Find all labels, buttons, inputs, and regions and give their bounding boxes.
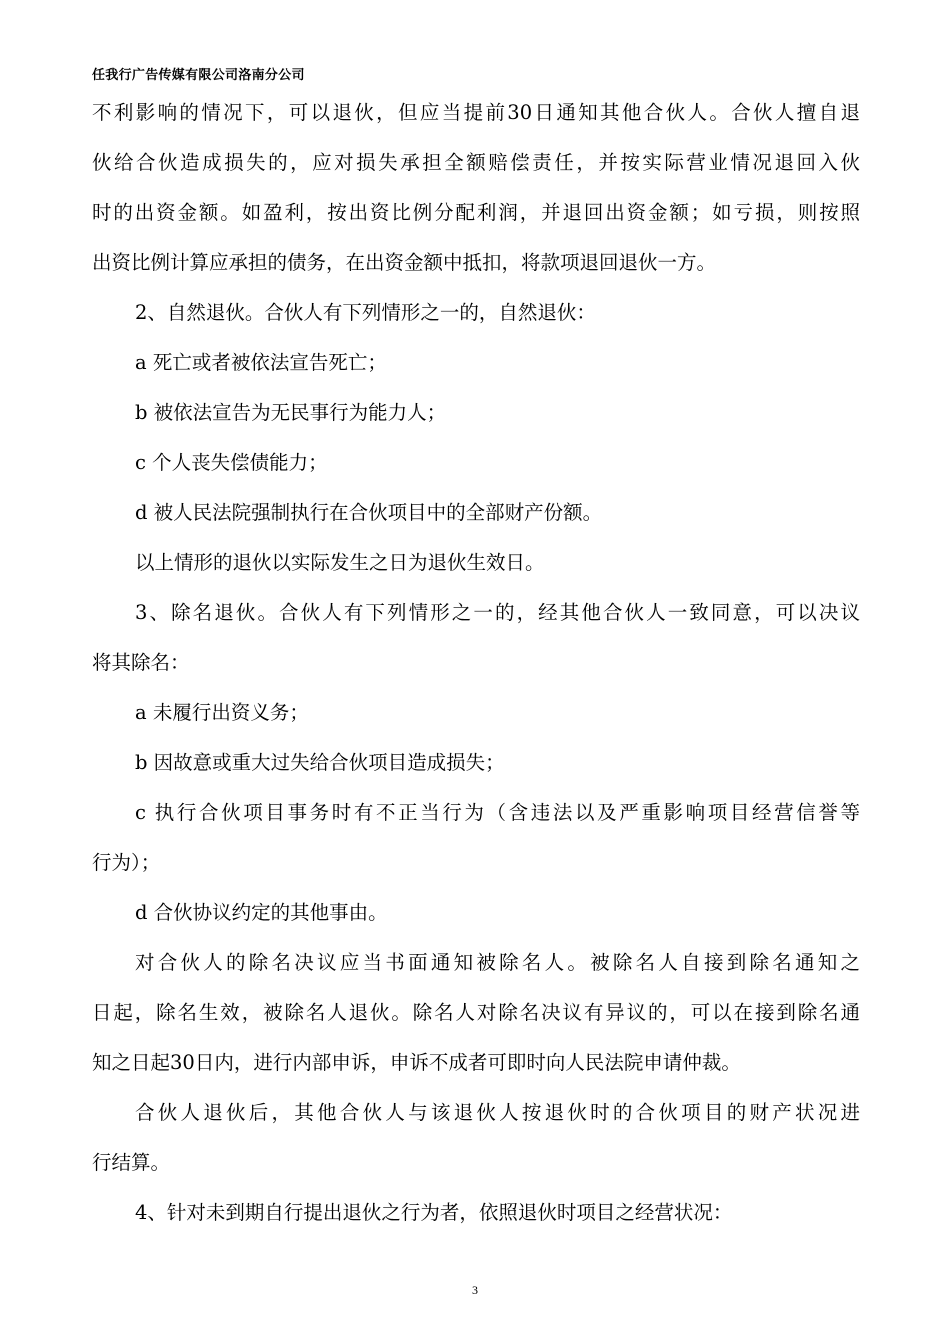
text-line: a 死亡或者被依法宣告死亡； — [135, 351, 387, 374]
text-line: a 未履行出资义务； — [135, 701, 309, 724]
text-line: 不利影响的情况下，可以退伙，但应当提前30日通知其他合伙人。合伙人擅自退 — [92, 101, 860, 124]
page-header: 任我行广告传媒有限公司洛南分公司 — [92, 68, 305, 83]
text-line: 合伙人退伙后，其他合伙人与该退伙人按退伙时的合伙项目的财产状况进 — [135, 1101, 860, 1124]
text-line: 伙给合伙造成损失的，应对损失承担全额赔偿责任，并按实际营业情况退回入伙 — [92, 151, 860, 174]
text-line: b 被依法宣告为无民事行为能力人； — [135, 401, 447, 424]
text-line: 将其除名： — [92, 651, 190, 674]
text-line: 出资比例计算应承担的债务，在出资金额中抵扣，将款项退回退伙一方。 — [92, 251, 717, 274]
text-line: 2、自然退伙。合伙人有下列情形之一的，自然退伙： — [135, 301, 596, 324]
text-line: 行为）； — [92, 851, 161, 874]
text-line: 对合伙人的除名决议应当书面通知被除名人。被除名人自接到除名通知之 — [135, 951, 860, 974]
text-line: d 合伙协议约定的其他事由。 — [135, 901, 388, 924]
text-line: 4、针对未到期自行提出退伙之行为者，依照退伙时项目之经营状况： — [135, 1201, 733, 1224]
text-line: 3、除名退伙。合伙人有下列情形之一的，经其他合伙人一致同意，可以决议 — [135, 601, 860, 624]
text-line: 以上情形的退伙以实际发生之日为退伙生效日。 — [135, 551, 545, 574]
text-line: 时的出资金额。如盈利，按出资比例分配利润，并退回出资金额；如亏损，则按照 — [92, 201, 860, 224]
text-line: c 执行合伙项目事务时有不正当行为（含违法以及严重影响项目经营信誉等 — [135, 801, 860, 824]
text-line: d 被人民法院强制执行在合伙项目中的全部财产份额。 — [135, 501, 603, 524]
text-line: 行结算。 — [92, 1151, 171, 1174]
text-line: b 因故意或重大过失给合伙项目造成损失； — [135, 751, 505, 774]
page-number: 3 — [472, 1283, 478, 1297]
text-line: 知之日起30日内，进行内部申诉，申诉不成者可即时向人民法院申请仲裁。 — [92, 1051, 741, 1074]
document-body — [92, 88, 860, 1238]
text-line: 日起，除名生效，被除名人退伙。除名人对除名决议有异议的，可以在接到除名通 — [92, 1001, 860, 1024]
text-line: c 个人丧失偿债能力； — [135, 451, 328, 474]
